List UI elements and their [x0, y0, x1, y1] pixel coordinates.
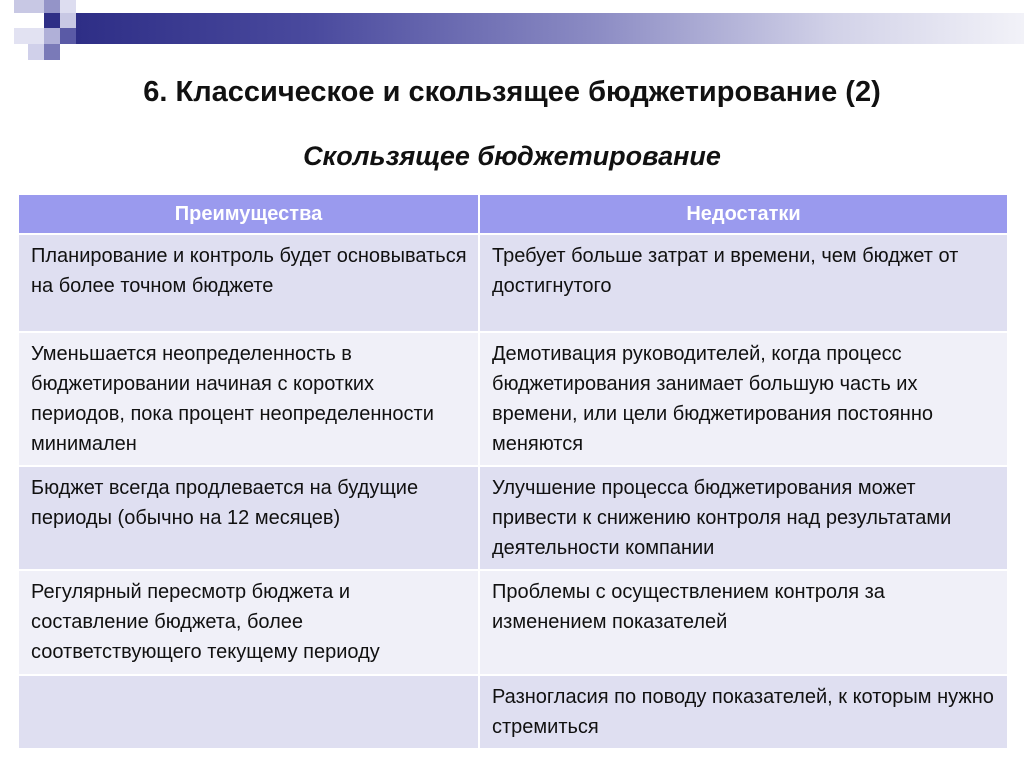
table-cell-advantage: Уменьшается неопределенность в бюджетировании начиная с коротких периодов, пока процент неопределенности минимален [18, 332, 479, 466]
decor-square [14, 28, 44, 44]
decor-square [60, 0, 76, 13]
table-cell-disadvantage: Демотивация руководителей, когда процесс бюджетирования занимает большую часть их времени, или цели бюджетирования постоянно меняются [479, 332, 1008, 466]
decor-square [28, 44, 44, 60]
table-cell-advantage: Планирование и контроль будет основываться на более точном бюджете [18, 234, 479, 332]
table-cell-advantage: Регулярный пересмотр бюджета и составление бюджета, более соответствующего текущему периоду [18, 570, 479, 675]
table-row [18, 570, 1008, 675]
table-cell-disadvantage: Улучшение процесса бюджетирования может привести к снижению контроля над результатами деятельности компании [479, 466, 1008, 570]
table-cell-disadvantage: Разногласия по поводу показателей, к которым нужно стремиться [479, 675, 1008, 749]
table-row [18, 466, 1008, 570]
header-gradient-bar [76, 13, 1024, 44]
decor-square [60, 13, 76, 28]
column-header-disadvantages: Недостатки [479, 194, 1008, 234]
column-header-advantages: Преимущества [18, 194, 479, 234]
table-row [18, 332, 1008, 466]
table-cell-advantage: Бюджет всегда продлевается на будущие периоды (обычно на 12 месяцев) [18, 466, 479, 570]
decor-square [44, 28, 60, 44]
table-cell-disadvantage: Проблемы с осуществлением контроля за изменением показателей [479, 570, 1008, 675]
decor-square [44, 13, 60, 28]
decor-square [44, 44, 60, 60]
table-header-row [18, 194, 1008, 234]
table-cell-advantage [18, 675, 479, 749]
decor-square [60, 28, 76, 44]
table-row [18, 234, 1008, 332]
decor-square [14, 0, 44, 13]
comparison-table [17, 193, 1009, 750]
page-title: 6. Классическое и скользящее бюджетирование (2) [143, 76, 881, 108]
page-subtitle: Скользящее бюджетирование [303, 141, 721, 171]
table-cell-disadvantage: Требует больше затрат и времени, чем бюджет от достигнутого [479, 234, 1008, 332]
decor-square [44, 0, 60, 13]
table-row [18, 675, 1008, 749]
